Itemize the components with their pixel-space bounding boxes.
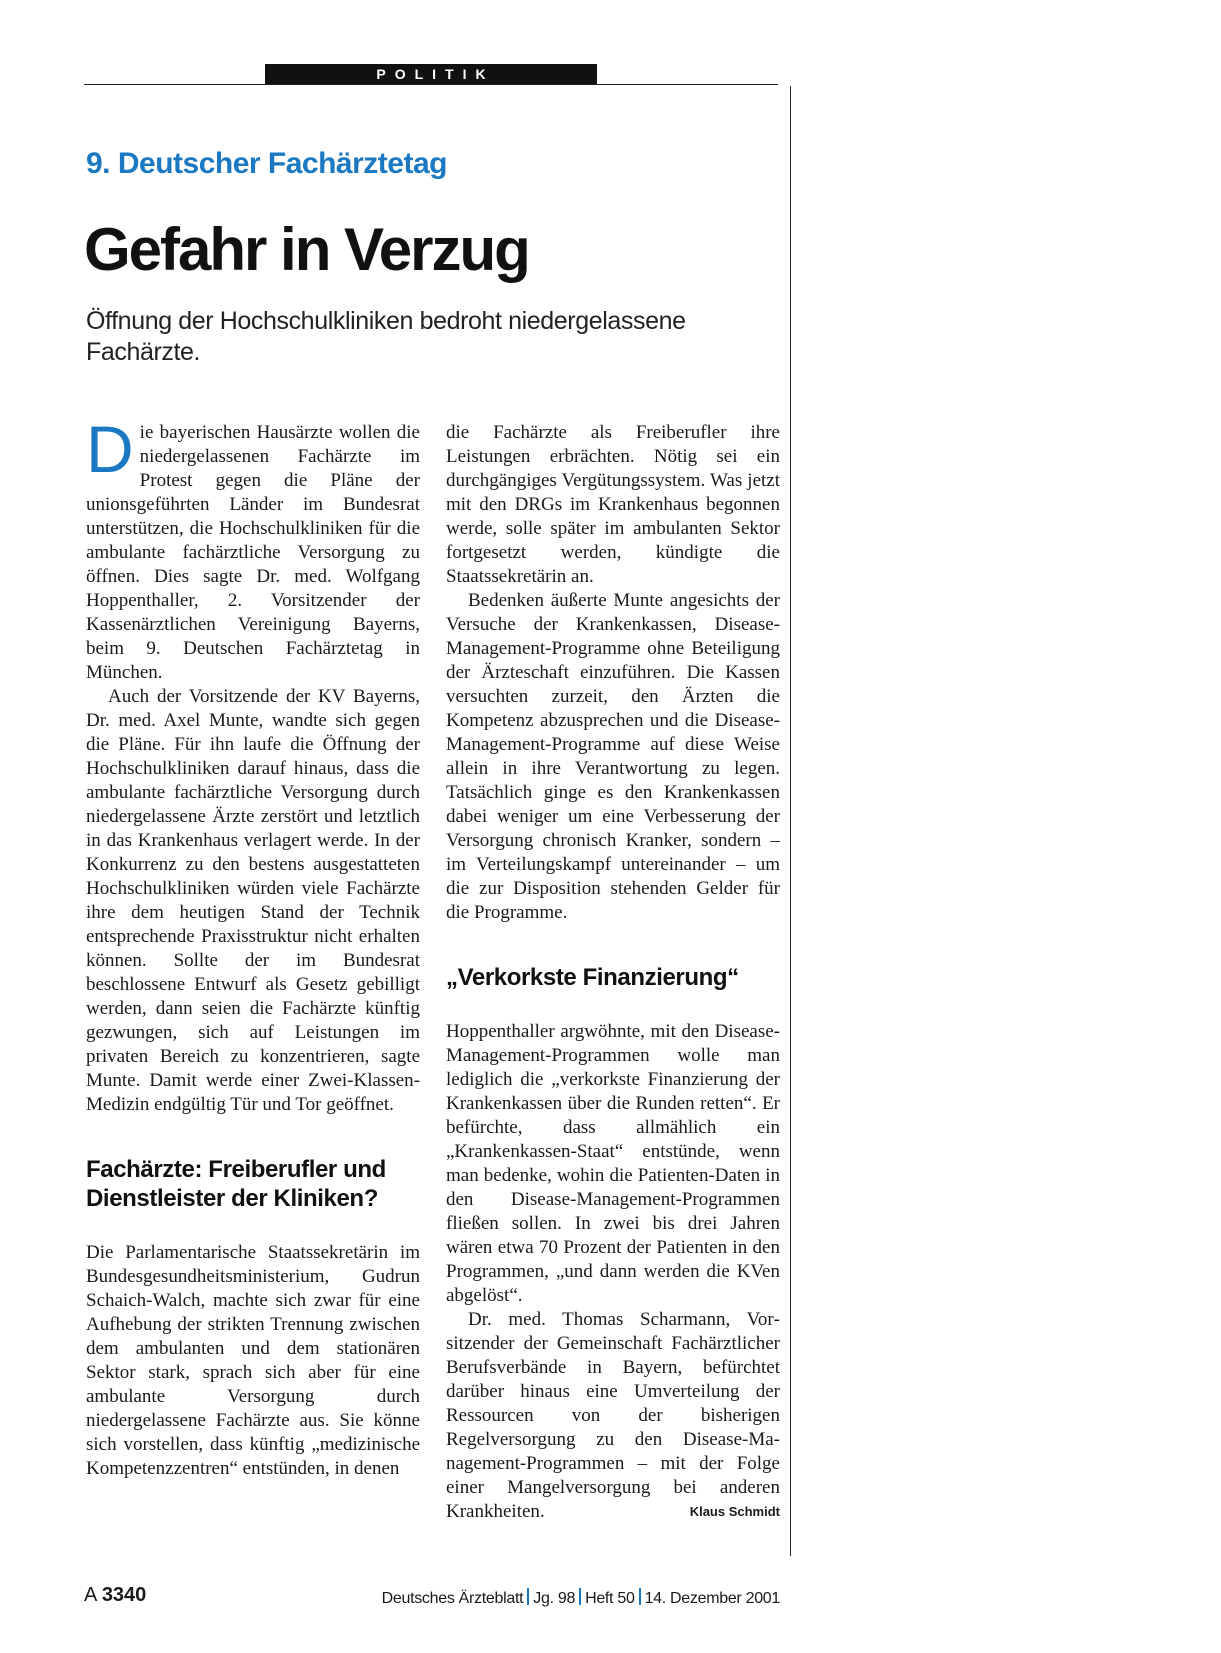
paragraph-text: ie bayerischen Hausärzte wollen die niedergelassenen Fachärzte im Protest gegen die Pläne der unionsgeführten Länder im Bundesrat unterstützen, die Hochschulkliniken für die ambulante fachärztliche Versorgung zu öffnen. Dies sagte Dr. med. Wolfgang Hoppenthaller, 2. Vorsitzender der Kassenärztlichen Vereinigung Bayerns, beim 9. Deutschen Fachärztetag in München. xyxy=(86,422,420,683)
journal-issue: Heft 50 xyxy=(585,1590,635,1607)
section-label: POLITIK xyxy=(265,64,597,85)
separator xyxy=(527,1588,529,1605)
column-left xyxy=(86,412,420,1481)
journal-volume: Jg. 98 xyxy=(533,1590,576,1607)
page-num: 3340 xyxy=(101,1584,147,1606)
headline: Gefahr in Verzug xyxy=(84,216,529,283)
journal-info xyxy=(382,1588,780,1608)
journal-date: 14. Dezember 2001 xyxy=(644,1590,780,1607)
subheading: Fachärzte: Freiberufler und Dienstleister der Kliniken? xyxy=(86,1156,386,1212)
paragraph: Bedenken äußerte Munte angesichts der Versuche der Krankenkassen, Disease-Management-Programme ohne Beteiligung der Ärzteschaft einzuführen. Die Kassen versuchten zurzeit, den Ärzten die Kompetenz abzusprechen und die Disease-Management-Programme auf diese Weise allein in ihre Verantwortung zu legen. Tatsächlich ginge es den Krankenkassen dabei weniger um eine Verbesserung der Versorgung chronisch Kranker, sondern – im Verteilungskampf untereinander – um die zur Disposition stehenden Gelder für die Programme. xyxy=(446,590,780,923)
column-rule xyxy=(790,86,791,1556)
page-number xyxy=(84,1584,146,1607)
paragraph: Hoppenthaller argwöhnte, mit den Disease-Management-Programmen wolle man lediglich die „verkorkste Finanzierung der Krankenkassen über die Runden retten“. Er befürchte, dass allmählich ein „Krankenkassen-Staat“ entstünde, wenn man bedenke, wohin die Patienten-Daten in den Disease-Management-Programmen fließen sollen. In zwei bis drei Jahren wären etwa 70 Prozent der Patienten in den Programmen, „und dann werden die KVen abgelöst“. xyxy=(446,1021,780,1306)
author: Klaus Schmidt xyxy=(689,1504,780,1519)
subtitle: Öffnung der Hochschulkliniken bedroht niedergelassene Fachärzte. xyxy=(86,307,686,366)
page-prefix: A xyxy=(84,1584,97,1606)
separator xyxy=(639,1588,641,1605)
paragraph: Die Parlamentarische Staatssekretärin im Bundesgesundheitsministerium, Gudrun Schaich-Walch, machte sich zwar für eine Aufhebung der strikten Trennung zwischen dem ambulanten und dem stationären Sektor stark, sprach sich aber für eine ambulante Versorgung durch niedergelassene Fachärzte aus. Sie könne sich vorstellen, dass künftig „medizinische Kompetenzzentren“ entstünden, in denen xyxy=(86,1242,420,1479)
paragraph xyxy=(86,412,420,685)
paragraph: Auch der Vorsitzende der KV Bayerns, Dr. med. Axel Munte, wandte sich gegen die Pläne. Für ihn laufe die Öffnung der Hochschulkliniken darauf hinaus, dass die ambulante fachärztliche Versorgung durch niedergelassene Ärzte zerstört und letztlich in das Krankenhaus verlagert werde. In der Konkurrenz zu den bestens ausgestatteten Hochschulkliniken würden viele Fachärzte ihre dem heutigen Stand der Technik entsprechende Praxisstruktur nicht erhalten können. Sollte der im Bundesrat beschlossene Entwurf als Gesetz gebilligt werden, dann seien die Fachärzte künftig gezwungen, sich auf Leistungen im privaten Bereich zu konzentrieren, sagte Munte. Damit werde einer Zwei-Klassen-Medizin endgültig Tür und Tor geöffnet. xyxy=(86,686,420,1115)
drop-cap: D xyxy=(86,412,134,486)
column-right xyxy=(446,421,780,1524)
subheading: „Verkorkste Finanzierung“ xyxy=(446,964,739,991)
paragraph: die Fachärzte als Freiberufler ihre Leistungen erbrächten. Nötig sei ein durchgängiges Vergütungssystem. Was jetzt mit den DRGs im Krankenhaus begonnen werde, solle später im ambulanten Sektor fortgesetzt werden, kündigte die Staatssekretärin an. xyxy=(446,422,780,587)
paragraph xyxy=(446,1308,780,1524)
kicker: 9. Deutscher Fachärztetag xyxy=(86,147,447,180)
paragraph-text: Dr. med. Thomas Scharmann, Vorsitzender der Gemeinschaft Fachärztlicher Berufsverbände in Bayern, befürchtet darüber hinaus eine Umverteilung der Ressourcen von der bisherigen Regelversorgung zu den Disease-Management-Programmen – mit der Folge einer Mangelversorgung bei anderen Krankheiten. xyxy=(446,1309,780,1522)
top-rule xyxy=(84,84,778,85)
separator xyxy=(579,1588,581,1605)
journal-name: Deutsches Ärzteblatt xyxy=(381,1590,524,1607)
